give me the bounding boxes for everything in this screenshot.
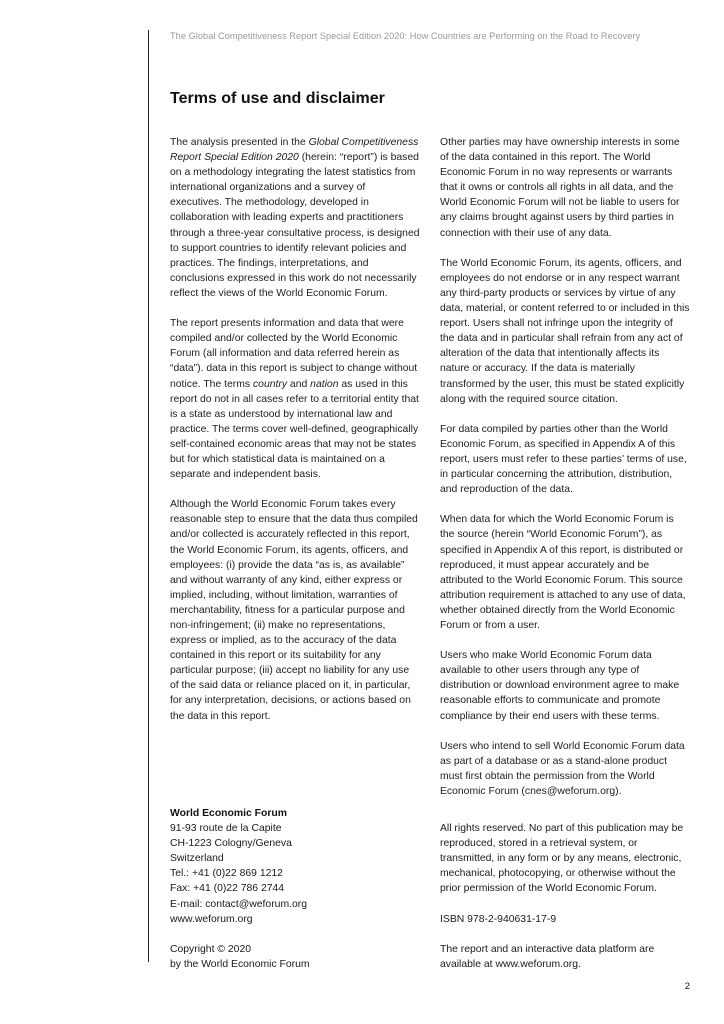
rights-notice: All rights reserved. No part of this publication may be reproduced, stored in a retrieval system, or transmitted, in any form or by any means, electronic, mechanical, photocopying, or otherwise without the prior permission of the World Economic Forum. (440, 823, 684, 895)
website: www.weforum.org (170, 913, 253, 925)
page-title: Terms of use and disclaimer (170, 90, 385, 107)
paragraph-attribution: When data for which the World Economic Forum is the source (herein “World Economic Forum”), as specified in Appendix A of this report, is distributed or reproduced, it must appear accurately and be attributed to the World Economic Forum. This source attribution requirement is attached to any use of data, whether obtained directly from the World Economic Forum or from a user. (440, 514, 686, 631)
margin-rule (148, 30, 149, 962)
paragraph-warranty: Although the World Economic Forum takes every reasonable step to ensure that the data thus compiled and/or collected is accurately reflected in this report, the World Economic Forum, its agents, officers, and employees: (i) provide the data “as is, as available” and without warranty of any kind, either express or implied, including, without limitation, warranties of merchantability, fitness for a particular purpose and non-infringement; (ii) make no representations, express or implied, as to the accuracy of the data contained in this report or its suitability for any particular purpose; (iii) accept no liability for any use of the said data or reliance placed on it, in particular, for any interpretation, decisions, or actions based on the data in this report. (170, 499, 418, 722)
paragraph-endorsement: The World Economic Forum, its agents, officers, and employees do not endorse or in any respect warrant any third-party products or services by virtue of any data, material, or content referred to or included in this report. Users shall not infringe upon the integrity of the data and in particular shall refrain from any act of alteration of the data that intentionally affects its nature or accuracy. If the data is materially transformed by the user, this must be stated explicitly along with the required source citation. (440, 257, 690, 405)
paragraph-ownership: Other parties may have ownership interests in some of the data contained in this report. The World Economic Forum in no way represents or warrants that it owns or controls all rights in all data, and the World Economic Forum will not be liable to users for any claims brought against users by third parties in connection with their use of any data. (440, 137, 680, 239)
paragraph-analysis (170, 135, 420, 301)
paragraph-resale: Users who intend to sell World Economic Forum data as part of a database or as a stand-alone product must first obtain the permission from the World Economic Forum (cnes@weforum.org). (440, 740, 685, 798)
email: E-mail: contact@weforum.org (170, 898, 308, 910)
report-title-italic: Global Competitiveness Report Special Edition 2020 (170, 137, 419, 164)
term-country: country (252, 378, 288, 390)
paragraph-third-party-data: For data compiled by parties other than the World Economic Forum, as specified in Appendix A of this report, users must refer to these parties’ terms of use, in particular concerning the attribution, distribution, and reproduction of the data. (440, 423, 687, 496)
page-number: 2 (684, 981, 690, 992)
isbn: ISBN 978-2-940631-17-9 (440, 913, 557, 925)
copyright-line: Copyright © 2020 (170, 943, 252, 955)
address-street: 91-93 route de la Capite (170, 823, 282, 835)
address-city: CH-1223 Cologny/Geneva (170, 838, 292, 850)
left-column (170, 135, 420, 724)
spacer (170, 927, 420, 942)
text: (herein: “report”) is based on a methodology integrating the latest statistics from international organizations and a survey of executives. The methodology, developed in collaboration with leading experts and practitioners through a three-year consultative process, is designed to support countries to identify relevant policies and practices. The findings, interpretations, and conclusions expressed in this work do not necessarily reflect the views of the World Economic Forum. (170, 152, 420, 299)
organization-name: World Economic Forum (170, 808, 287, 819)
paragraph-data-definition (170, 316, 420, 482)
text: as used in this report do not in all cases refer to a territorial entity that is a state as understood by international law and practice. The terms cover well-defined, geographically self-contained economic areas that may not be states but for which statistical data is maintained on a separate and independent basis. (170, 378, 419, 481)
text: and (287, 378, 311, 390)
term-nation: nation (310, 378, 339, 390)
paragraph-redistribution: Users who make World Economic Forum data available to other users through any type of distribution or download environment agree to make reasonable efforts to communicate and promote compliance by their end users with these terms. (440, 650, 680, 722)
text: The analysis presented in the (170, 137, 309, 148)
text: The report presents information and data that were compiled and/or collected by the World Economic Forum (all information and data referred herein as “data”). data in this report is subject to change without notice. The terms (170, 318, 418, 390)
running-header: The Global Competitiveness Report Special Edition 2020: How Countries are Performing on the Road to Recovery (170, 31, 641, 41)
telephone: Tel.: +41 (0)22 869 1212 (170, 868, 283, 880)
rights-block (440, 821, 690, 987)
address-country: Switzerland (170, 853, 224, 865)
copyright-holder: by the World Economic Forum (170, 958, 310, 970)
right-column (440, 135, 690, 799)
address-block (170, 806, 420, 972)
fax: Fax: +41 (0)22 786 2744 (170, 883, 285, 895)
platform-note: The report and an interactive data platform are available at www.weforum.org. (440, 943, 655, 970)
